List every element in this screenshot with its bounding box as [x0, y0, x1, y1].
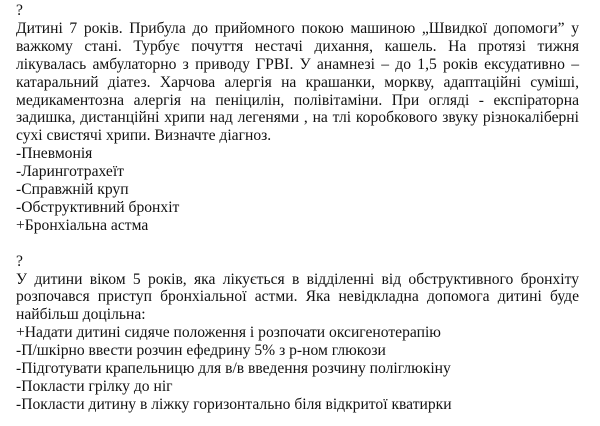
question-stem: Дитині 7 років. Прибула до прийомного покою машиною „Швидкої допомоги” у важкому стані. Турбує почуття нестачі дихання, кашель. На протязі тижня лікувалась амбулаторно з приводу ГРВІ. У анамнезі – до 1,5 років ексудативно – катаральний діатез. Харчова алергія на крашанки, моркву, адаптаційні суміші, медикаментозна алергія на пеніцилін, полівітаміни. При огляді - експіраторна задишка, дистанційні хрипи над легенями , на тлі коробкового звуку різнокаліберні сухі свистячі хрипи. Визначте діагноз. [16, 19, 579, 145]
answer-option: -Покласти дитину в ліжку горизонтально біля відкритої кватирки [16, 395, 452, 413]
answer-option: -Ларинготрахеїт [16, 163, 124, 181]
blank-line [16, 235, 579, 253]
question-marker: ? [16, 2, 23, 19]
document-page [16, 2, 579, 414]
question-stem: У дитини віком 5 років, яка лікується в відділенні від обструктивного бронхіту розпочався приступ бронхіальної астми. Яка невідкладна допомога дитині буде найбільш доцільна: [16, 270, 579, 324]
answer-option: -Покласти грілку до ніг [16, 377, 173, 395]
answer-option: -П/шкірно ввести розчин ефедрину 5% з р-ном глюкози [16, 342, 386, 360]
answer-option-correct: +Бронхіальна астма [16, 216, 149, 234]
answer-option: -Обструктивний бронхіт [16, 198, 180, 216]
question-marker: ? [16, 252, 23, 270]
answer-options [16, 324, 579, 414]
question-2 [16, 253, 579, 414]
answer-option: -Підготувати крапельницю для в/в введення розчину поліглюкіну [16, 360, 451, 378]
answer-option: -Пневмонія [16, 145, 93, 163]
answer-option-correct: +Надати дитині сидяче положення і розпочати оксигенотерапію [16, 324, 441, 342]
answer-options [16, 145, 579, 235]
answer-option: -Справжній круп [16, 181, 129, 199]
question-1 [16, 2, 579, 235]
